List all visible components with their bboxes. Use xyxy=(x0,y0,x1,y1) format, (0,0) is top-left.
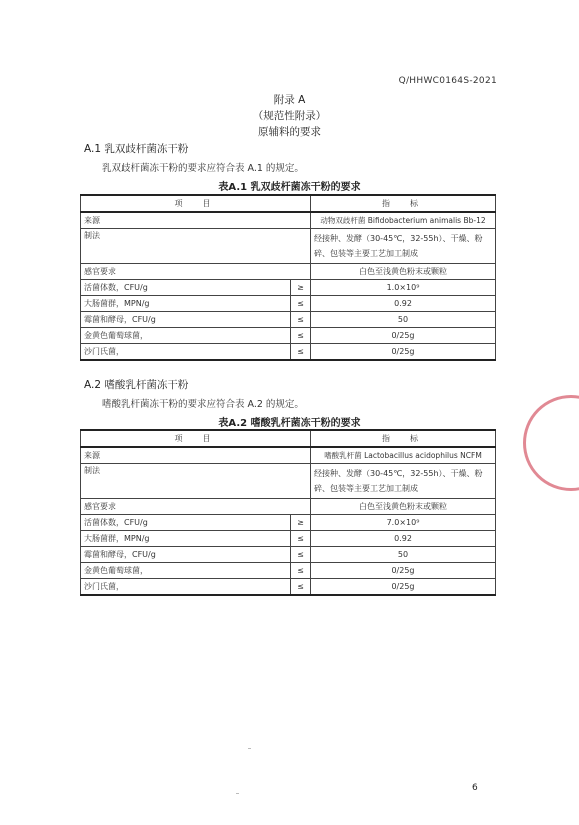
table-title-a2: 表A.2 嗜酸乳杆菌冻干粉的要求 xyxy=(218,418,361,429)
row-item: 活菌体数，CFU/g xyxy=(81,280,291,296)
row-operator: ≤ xyxy=(291,531,311,547)
row-value: 50 xyxy=(311,312,496,328)
row-operator: ≥ xyxy=(291,280,311,296)
appendix-nature: （规范性附录） xyxy=(252,110,327,122)
row-value: 0.92 xyxy=(311,296,496,312)
row-item: 大肠菌群，MPN/g xyxy=(81,296,291,312)
row-item: 来源 xyxy=(81,447,311,464)
row-item: 大肠菌群，MPN/g xyxy=(81,531,291,547)
row-item: 制法 xyxy=(81,229,311,264)
spec-table-a2 xyxy=(80,429,496,596)
section-heading-a1: A.1 乳双歧杆菌冻干粉 xyxy=(84,143,189,155)
row-value: 嗜酸乳杆菌 Lactobacillus acidophilus NCFM xyxy=(311,447,496,464)
row-operator: ≤ xyxy=(291,547,311,563)
row-value: 0/25g xyxy=(311,579,496,596)
column-header-item: 项 目 xyxy=(81,430,311,447)
row-value: 动物双歧杆菌 Bifidobacterium animalis Bb-12 xyxy=(311,212,496,229)
row-value: 经接种、发酵（30-45℃，32-55h）、干燥、粉碎、包装等主要工艺加工制成 xyxy=(311,464,496,499)
section-intro-a2: 嗜酸乳杆菌冻干粉的要求应符合表 A.2 的规定。 xyxy=(102,399,304,410)
table-row xyxy=(81,515,496,531)
row-item: 金黄色葡萄球菌， xyxy=(81,328,291,344)
column-header-value: 指 标 xyxy=(311,430,496,447)
table-header-row xyxy=(81,430,496,447)
row-operator: ≤ xyxy=(291,296,311,312)
row-value: 0.92 xyxy=(311,531,496,547)
table-row xyxy=(81,499,496,515)
scan-speck xyxy=(236,793,239,794)
table-row xyxy=(81,563,496,579)
row-operator: ≤ xyxy=(291,344,311,361)
table-row xyxy=(81,579,496,596)
section-intro-a1: 乳双歧杆菌冻干粉的要求应符合表 A.1 的规定。 xyxy=(102,163,304,174)
row-value: 0/25g xyxy=(311,344,496,361)
table-row xyxy=(81,312,496,328)
row-value: 7.0×10⁹ xyxy=(311,515,496,531)
column-header-item: 项 目 xyxy=(81,195,311,212)
row-operator: ≥ xyxy=(291,515,311,531)
row-value: 白色至浅黄色粉末或颗粒 xyxy=(311,499,496,515)
table-row xyxy=(81,531,496,547)
section-heading-a2: A.2 嗜酸乳杆菌冻干粉 xyxy=(84,379,189,391)
row-item: 霉菌和酵母，CFU/g xyxy=(81,547,291,563)
row-item: 活菌体数，CFU/g xyxy=(81,515,291,531)
row-value: 经接种、发酵（30-45℃，32-55h）、干燥、粉碎、包装等主要工艺加工制成 xyxy=(311,229,496,264)
table-header-row xyxy=(81,195,496,212)
column-header-value: 指 标 xyxy=(311,195,496,212)
table-row xyxy=(81,447,496,464)
table-row xyxy=(81,328,496,344)
row-item: 金黄色葡萄球菌， xyxy=(81,563,291,579)
row-value: 1.0×10⁹ xyxy=(311,280,496,296)
row-item: 霉菌和酵母，CFU/g xyxy=(81,312,291,328)
table-row xyxy=(81,229,496,264)
table-title-a1: 表A.1 乳双歧杆菌冻干粉的要求 xyxy=(218,182,361,193)
table-row xyxy=(81,212,496,229)
table-row xyxy=(81,264,496,280)
table-row xyxy=(81,344,496,361)
appendix-title: 附录 A xyxy=(273,94,306,106)
appendix-subtitle: 原辅料的要求 xyxy=(258,126,321,138)
row-value: 0/25g xyxy=(311,328,496,344)
table-row xyxy=(81,296,496,312)
table-row xyxy=(81,547,496,563)
row-item: 沙门氏菌， xyxy=(81,579,291,596)
row-value: 50 xyxy=(311,547,496,563)
row-item: 感官要求 xyxy=(81,264,311,280)
row-operator: ≤ xyxy=(291,579,311,596)
scan-speck xyxy=(248,748,251,749)
row-operator: ≤ xyxy=(291,563,311,579)
spec-table-a1 xyxy=(80,194,496,361)
table-row xyxy=(81,280,496,296)
row-item: 沙门氏菌， xyxy=(81,344,291,361)
row-item: 感官要求 xyxy=(81,499,311,515)
row-item: 制法 xyxy=(81,464,311,499)
row-operator: ≤ xyxy=(291,328,311,344)
row-value: 0/25g xyxy=(311,563,496,579)
standard-code: Q/HHWC0164S-2021 xyxy=(398,76,497,86)
row-operator: ≤ xyxy=(291,312,311,328)
table-row xyxy=(81,464,496,499)
row-item: 来源 xyxy=(81,212,311,229)
official-seal-stamp xyxy=(523,395,579,491)
page-number: 6 xyxy=(472,783,478,793)
row-value: 白色至浅黄色粉末或颗粒 xyxy=(311,264,496,280)
